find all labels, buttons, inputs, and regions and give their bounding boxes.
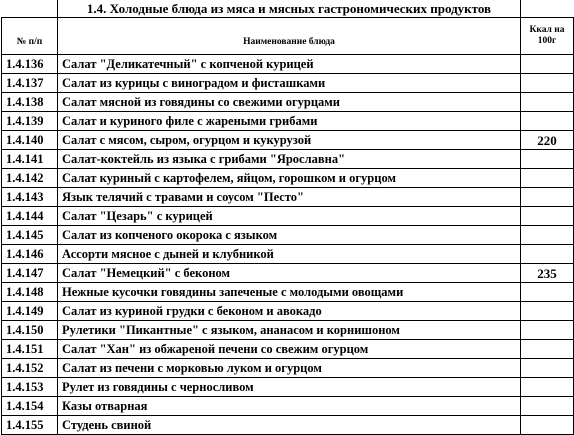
dish-name: Нежные кусочки говядины запеченые с молодыми овощами bbox=[58, 283, 521, 302]
row-number: 1.4.145 bbox=[2, 226, 58, 245]
header-row bbox=[2, 18, 574, 55]
title-row bbox=[2, 0, 574, 18]
table-row bbox=[2, 245, 574, 264]
dish-name: Салат-коктейль из языка с грибами "Ярославна" bbox=[58, 150, 521, 169]
row-number: 1.4.154 bbox=[2, 397, 58, 416]
table-row bbox=[2, 340, 574, 359]
dish-name: Салат "Цезарь" с курицей bbox=[58, 207, 521, 226]
row-number: 1.4.148 bbox=[2, 283, 58, 302]
dish-name: Салат с мясом, сыром, огурцом и кукурузой bbox=[58, 131, 521, 150]
kcal-value bbox=[521, 55, 574, 74]
row-number: 1.4.146 bbox=[2, 245, 58, 264]
row-number: 1.4.155 bbox=[2, 416, 58, 435]
dish-name: Ассорти мясное с дыней и клубникой bbox=[58, 245, 521, 264]
title-spacer-left bbox=[2, 0, 58, 18]
kcal-value bbox=[521, 150, 574, 169]
kcal-value bbox=[521, 416, 574, 435]
dish-name: Салат куриный с картофелем, яйцом, горошком и огурцом bbox=[58, 169, 521, 188]
dish-name: Казы отварная bbox=[58, 397, 521, 416]
dish-name: Студень свиной bbox=[58, 416, 521, 435]
section-title: 1.4. Холодные блюда из мяса и мясных гастрономических продуктов bbox=[58, 0, 521, 18]
row-number: 1.4.136 bbox=[2, 55, 58, 74]
row-number: 1.4.151 bbox=[2, 340, 58, 359]
table-row bbox=[2, 416, 574, 435]
kcal-value bbox=[521, 245, 574, 264]
header-num: № п/п bbox=[2, 18, 58, 55]
kcal-value bbox=[521, 321, 574, 340]
kcal-value bbox=[521, 378, 574, 397]
dish-name: Салат и куриного филе с жареными грибами bbox=[58, 112, 521, 131]
kcal-value bbox=[521, 359, 574, 378]
kcal-value bbox=[521, 188, 574, 207]
row-number: 1.4.142 bbox=[2, 169, 58, 188]
row-number: 1.4.143 bbox=[2, 188, 58, 207]
table-row bbox=[2, 55, 574, 74]
kcal-value bbox=[521, 226, 574, 245]
kcal-value bbox=[521, 207, 574, 226]
dish-name: Салат из куриной грудки с беконом и авокадо bbox=[58, 302, 521, 321]
table-row bbox=[2, 169, 574, 188]
table-row bbox=[2, 226, 574, 245]
kcal-value: 220 bbox=[521, 131, 574, 150]
kcal-value bbox=[521, 112, 574, 131]
table-row bbox=[2, 302, 574, 321]
row-number: 1.4.152 bbox=[2, 359, 58, 378]
table-row bbox=[2, 207, 574, 226]
dish-name: Салат мясной из говядины со свежими огурцами bbox=[58, 93, 521, 112]
kcal-value: 235 bbox=[521, 264, 574, 283]
dish-name: Салат "Деликатечный" с копченой курицей bbox=[58, 55, 521, 74]
row-number: 1.4.147 bbox=[2, 264, 58, 283]
table-row bbox=[2, 397, 574, 416]
row-number: 1.4.138 bbox=[2, 93, 58, 112]
dish-name: Рулетики "Пикантные" с языком, ананасом и корнишоном bbox=[58, 321, 521, 340]
row-number: 1.4.141 bbox=[2, 150, 58, 169]
dish-name: Салат "Хан" из обжареной печени со свежим огурцом bbox=[58, 340, 521, 359]
kcal-value bbox=[521, 302, 574, 321]
row-number: 1.4.139 bbox=[2, 112, 58, 131]
kcal-value bbox=[521, 74, 574, 93]
row-number: 1.4.144 bbox=[2, 207, 58, 226]
kcal-value bbox=[521, 283, 574, 302]
dish-name: Салат "Немецкий" с беконом bbox=[58, 264, 521, 283]
row-number: 1.4.150 bbox=[2, 321, 58, 340]
title-spacer-right bbox=[521, 0, 574, 18]
dish-name: Рулет из говядины с черносливом bbox=[58, 378, 521, 397]
table-row bbox=[2, 264, 574, 283]
table-row bbox=[2, 150, 574, 169]
table-row bbox=[2, 321, 574, 340]
table-row bbox=[2, 131, 574, 150]
kcal-value bbox=[521, 169, 574, 188]
header-kcal: Ккал на 100г bbox=[521, 18, 574, 55]
table-row bbox=[2, 359, 574, 378]
header-name: Наименование блюда bbox=[58, 18, 521, 55]
kcal-value bbox=[521, 93, 574, 112]
kcal-value bbox=[521, 397, 574, 416]
dish-name: Салат из копченого окорока с языком bbox=[58, 226, 521, 245]
table-row bbox=[2, 93, 574, 112]
dish-name: Салат из печени с морковью луком и огурцом bbox=[58, 359, 521, 378]
dish-name: Салат из курицы с виноградом и фисташками bbox=[58, 74, 521, 93]
table-row bbox=[2, 112, 574, 131]
table-row bbox=[2, 74, 574, 93]
table-row bbox=[2, 188, 574, 207]
row-number: 1.4.153 bbox=[2, 378, 58, 397]
dish-name: Язык телячий с травами и соусом "Песто" bbox=[58, 188, 521, 207]
table-row bbox=[2, 378, 574, 397]
table-row bbox=[2, 283, 574, 302]
row-number: 1.4.137 bbox=[2, 74, 58, 93]
menu-table bbox=[1, 0, 574, 435]
kcal-value bbox=[521, 340, 574, 359]
row-number: 1.4.140 bbox=[2, 131, 58, 150]
row-number: 1.4.149 bbox=[2, 302, 58, 321]
